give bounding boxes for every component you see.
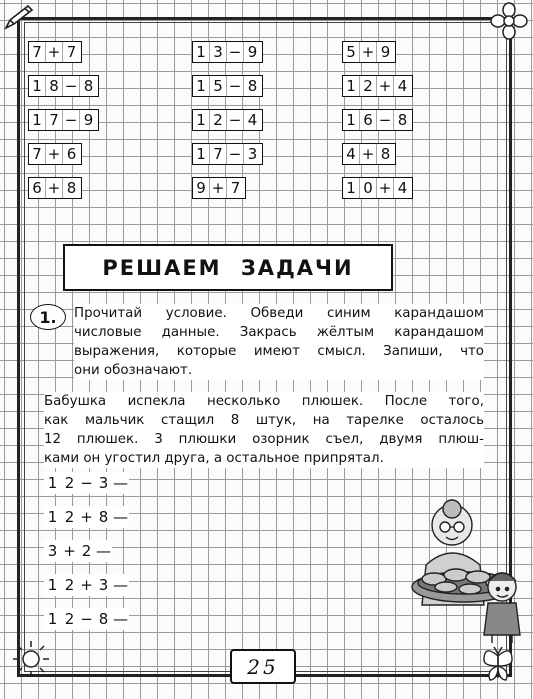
problem-text-line: 12 плюшек. 3 плюшки озорник съел, двумя плюш-: [44, 432, 484, 447]
section-title: РЕШАЕМ ЗАДАЧИ: [102, 255, 354, 280]
expression-char: 1: [47, 610, 58, 628]
exercise-box: [192, 109, 263, 131]
page-number-box: [230, 649, 296, 684]
exercise-cell: 0: [360, 178, 377, 198]
exercise-box: [28, 75, 99, 97]
expression-char: +: [80, 508, 93, 526]
pencil-icon: [2, 2, 36, 32]
exercise-cell: 1: [343, 110, 360, 130]
task-instruction-line: числовые данные. Закрась жёлтым карандашом: [74, 325, 484, 340]
exercise-box: [342, 41, 396, 63]
exercise-cell: 5: [343, 42, 360, 62]
expression-char: +: [63, 542, 76, 560]
exercise-cell: 2: [360, 76, 377, 96]
expression-char: −: [80, 474, 93, 492]
task-instruction-line: они обозначают.: [74, 361, 484, 380]
exercise-cell: 1: [193, 76, 210, 96]
exercise-cell: 5: [210, 76, 227, 96]
exercise-cell: +: [46, 42, 63, 62]
exercise-cell: 1: [29, 110, 46, 130]
exercise-cell: 9: [380, 43, 391, 61]
expression-row: [44, 540, 112, 562]
exercise-box: [342, 109, 413, 131]
sun-icon: [12, 637, 50, 681]
expression-char: 3: [98, 576, 109, 594]
exercise-cell: 8: [83, 77, 94, 95]
expression-char: —: [96, 542, 111, 560]
problem-text-line: как мальчик стащил 8 штук, на тарелке осталось: [44, 413, 484, 428]
exercise-cell: −: [63, 110, 80, 130]
expression-char: 3: [47, 542, 58, 560]
exercise-cell: 1: [193, 42, 210, 62]
task-instruction-line: выражения, которые имеют смысл. Запиши, что: [74, 344, 484, 359]
expression-char: −: [80, 610, 93, 628]
expression-char: 3: [98, 474, 109, 492]
exercise-cell: +: [377, 76, 394, 96]
expression-row: [44, 472, 129, 494]
exercise-cell: 8: [380, 145, 391, 163]
section-title-box: [63, 244, 393, 291]
exercise-box: [342, 75, 413, 97]
task-number-badge: [30, 304, 66, 330]
exercise-box: [342, 177, 413, 199]
exercise-cell: 4: [247, 111, 258, 129]
exercise-box: [192, 41, 263, 63]
exercise-cell: 6: [29, 178, 46, 198]
exercise-box: [192, 177, 246, 199]
expression-char: +: [80, 576, 93, 594]
exercise-cell: 1: [29, 76, 46, 96]
expression-char: 1: [47, 576, 58, 594]
expression-row: [44, 574, 129, 596]
butterfly-icon: [480, 644, 516, 684]
exercise-cell: 7: [230, 179, 241, 197]
exercise-box: [192, 143, 263, 165]
exercise-cell: 7: [66, 43, 77, 61]
exercise-box: [28, 41, 82, 63]
exercise-box: [342, 143, 396, 165]
expression-char: 1: [47, 474, 58, 492]
exercise-cell: +: [360, 42, 377, 62]
exercise-box: [28, 177, 82, 199]
exercise-cell: 8: [247, 77, 258, 95]
exercise-cell: −: [63, 76, 80, 96]
exercise-cell: 7: [46, 110, 63, 130]
exercise-cell: 6: [360, 110, 377, 130]
expression-char: —: [113, 474, 128, 492]
exercise-cell: 4: [397, 77, 408, 95]
exercise-cell: 9: [193, 178, 210, 198]
expression-char: 8: [98, 610, 109, 628]
exercise-cell: −: [227, 110, 244, 130]
expression-char: 1: [47, 508, 58, 526]
exercise-cell: 9: [83, 111, 94, 129]
exercise-cell: 8: [66, 179, 77, 197]
expression-row: [44, 506, 129, 528]
exercise-cell: 1: [193, 110, 210, 130]
exercise-box: [28, 109, 99, 131]
exercise-cell: +: [46, 178, 63, 198]
exercise-cell: 4: [397, 179, 408, 197]
expression-row: [44, 608, 129, 630]
expression-char: 2: [64, 474, 75, 492]
exercise-cell: 8: [46, 76, 63, 96]
exercise-cell: 2: [210, 110, 227, 130]
exercise-cell: 7: [210, 144, 227, 164]
exercise-cell: −: [227, 144, 244, 164]
exercise-cell: 1: [343, 76, 360, 96]
problem-text-line: ками он угостил друга, а остальное припрятал.: [44, 449, 484, 468]
expression-char: 8: [98, 508, 109, 526]
exercise-box: [192, 75, 263, 97]
exercise-cell: 1: [193, 144, 210, 164]
exercise-cell: +: [210, 178, 227, 198]
task-instruction-line: Прочитай условие. Обведи синим карандашом: [74, 306, 484, 321]
exercise-cell: 1: [343, 178, 360, 198]
exercise-cell: 7: [29, 42, 46, 62]
exercise-cell: +: [360, 144, 377, 164]
expression-char: —: [113, 576, 128, 594]
exercise-cell: 9: [247, 43, 258, 61]
exercise-cell: +: [46, 144, 63, 164]
problem-text-line: Бабушка испекла несколько плюшек. После того,: [44, 394, 484, 409]
expression-char: —: [113, 610, 128, 628]
exercise-cell: −: [227, 42, 244, 62]
exercise-cell: 8: [397, 111, 408, 129]
page-number: 25: [247, 654, 279, 679]
expression-char: —: [113, 508, 128, 526]
expression-char: 2: [64, 576, 75, 594]
flower-icon: [490, 2, 528, 40]
task-number: 1.: [39, 307, 57, 327]
grandma-and-boy-illustration: [404, 495, 526, 645]
exercise-cell: 4: [343, 144, 360, 164]
exercise-cell: 6: [66, 145, 77, 163]
expression-char: 2: [81, 542, 92, 560]
exercise-cell: 3: [247, 145, 258, 163]
exercise-cell: −: [227, 76, 244, 96]
exercise-cell: +: [377, 178, 394, 198]
expression-char: 2: [64, 610, 75, 628]
exercise-cell: −: [377, 110, 394, 130]
exercise-cell: 3: [210, 42, 227, 62]
expression-char: 2: [64, 508, 75, 526]
exercise-cell: 7: [29, 144, 46, 164]
exercise-box: [28, 143, 82, 165]
